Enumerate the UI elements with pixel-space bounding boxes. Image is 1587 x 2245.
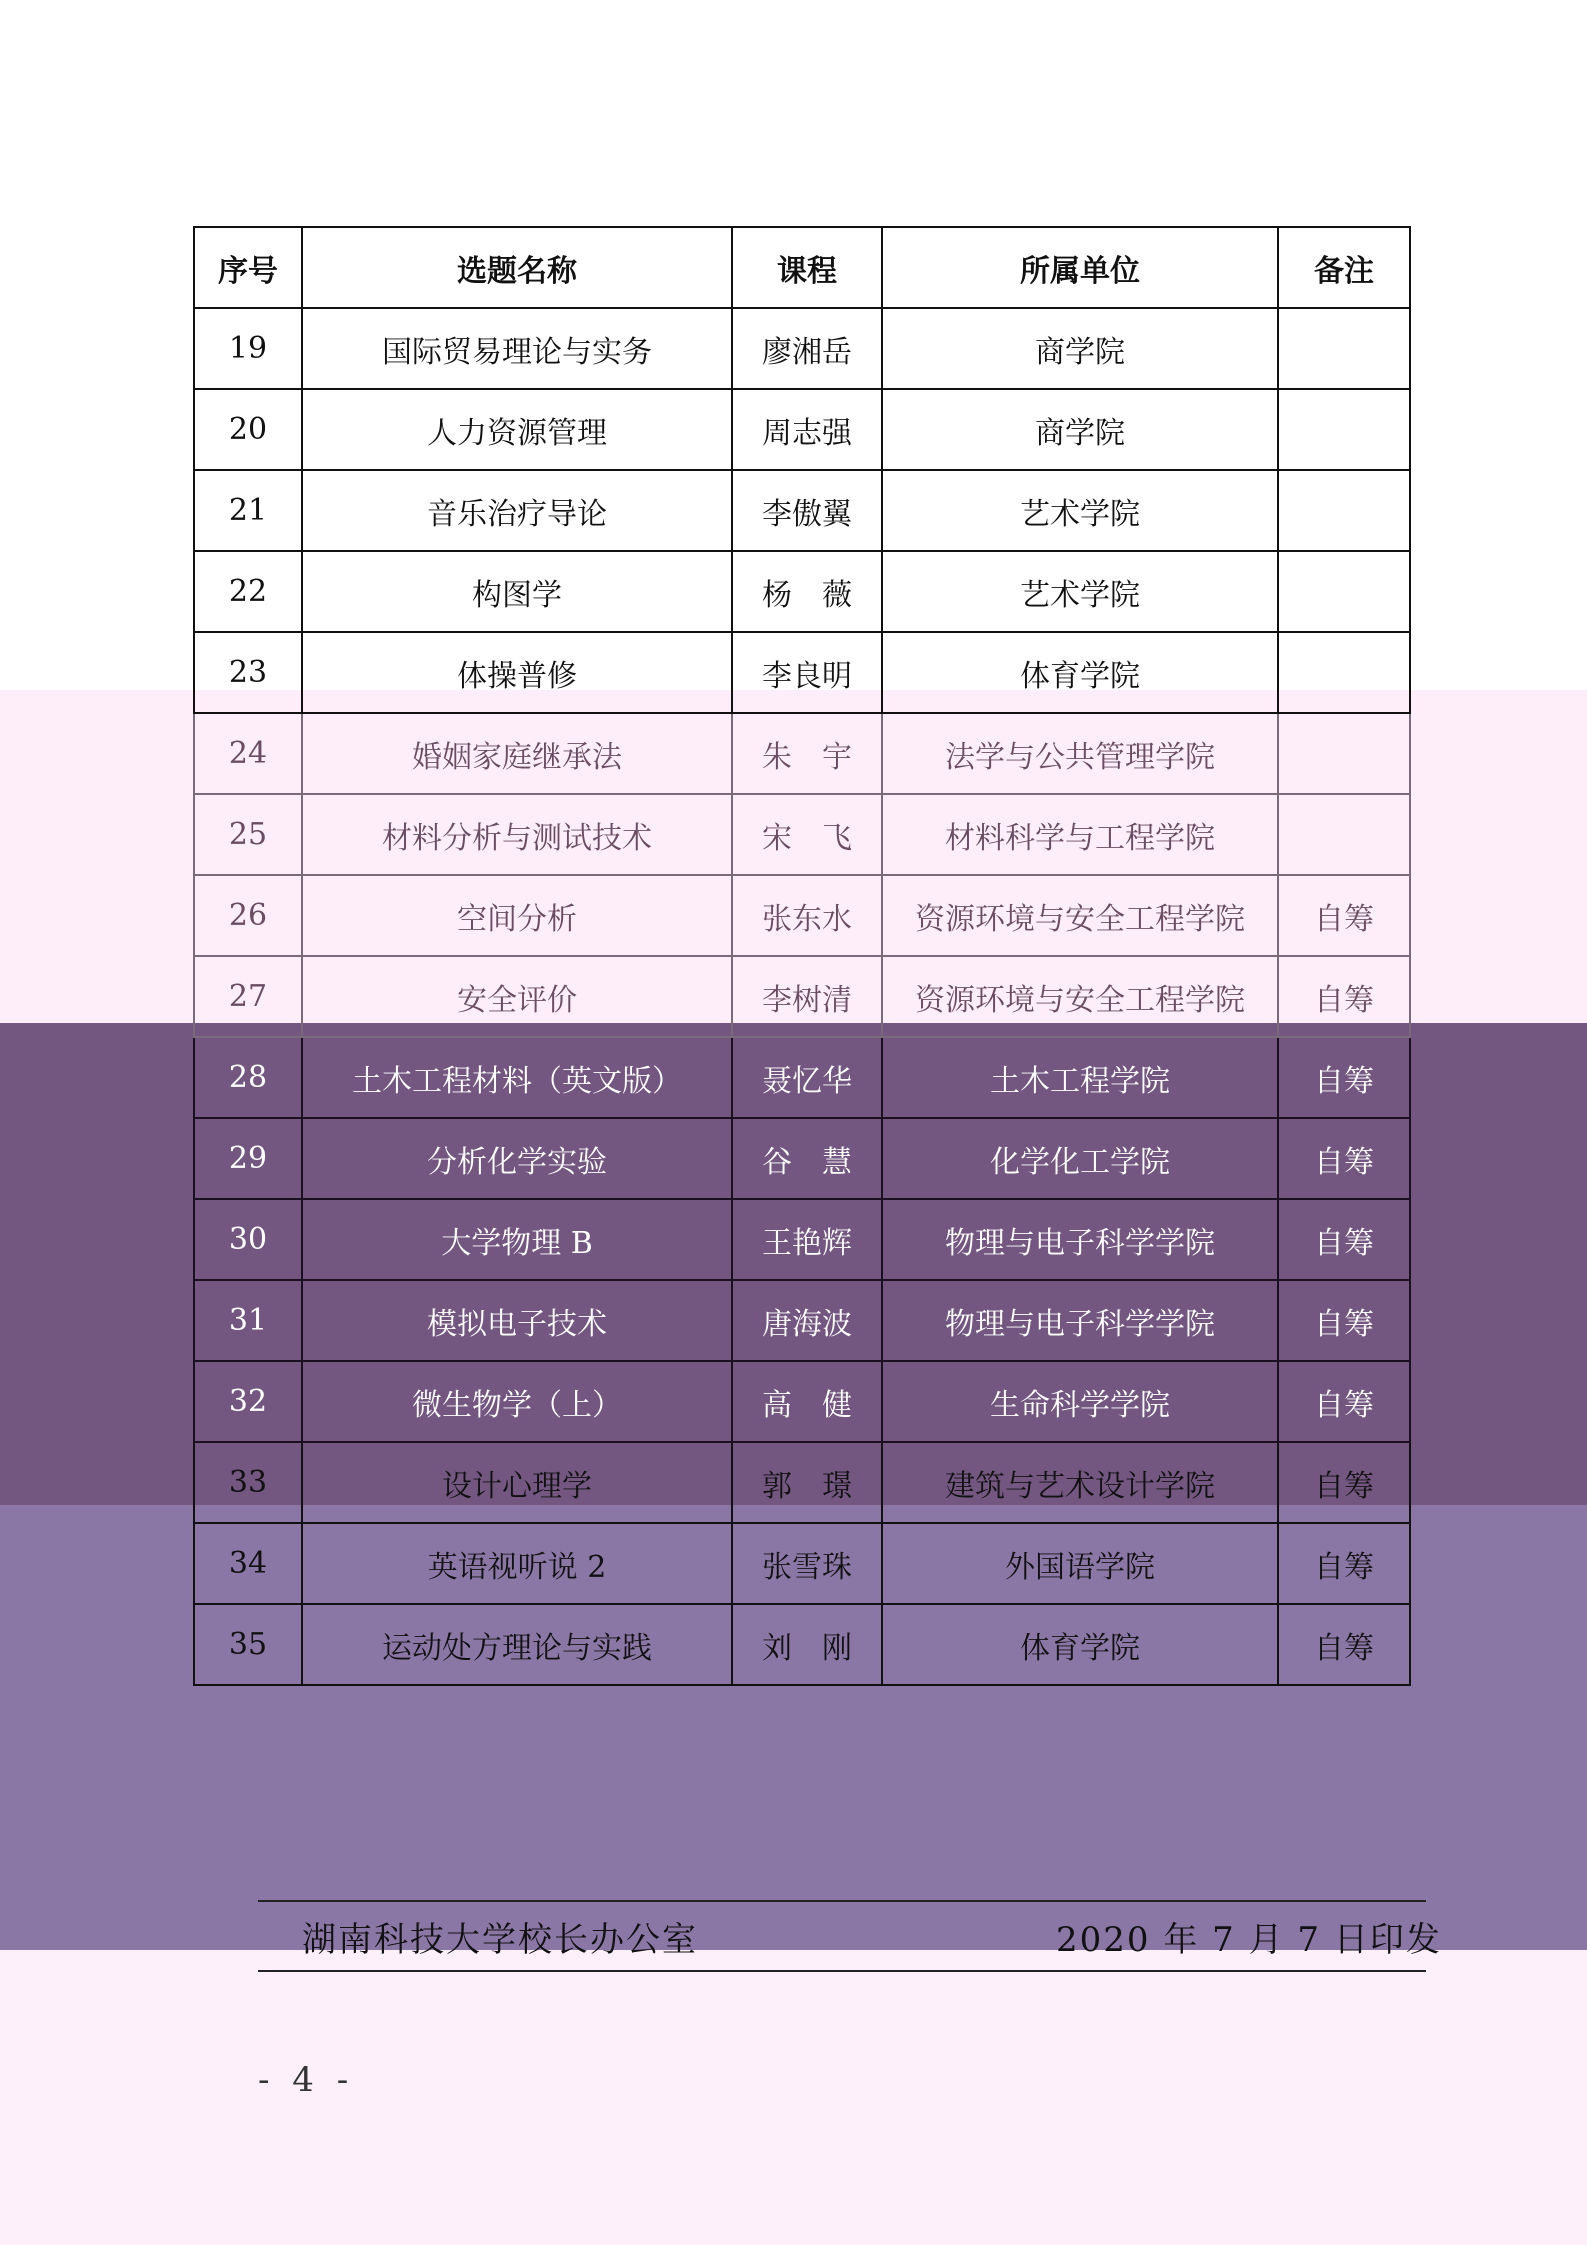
footer-divider-bottom (258, 1970, 1426, 1972)
table-row (194, 1442, 1410, 1523)
cell-course: 杨 薇 (732, 551, 882, 632)
cell-no: 30 (194, 1199, 302, 1280)
cell-course: 廖湘岳 (732, 308, 882, 389)
cell-title: 国际贸易理论与实务 (302, 308, 732, 389)
table-row (194, 1037, 1410, 1118)
cell-title: 空间分析 (302, 875, 732, 956)
table-row (194, 1604, 1410, 1685)
cell-course: 张东水 (732, 875, 882, 956)
header-unit: 所属单位 (882, 227, 1278, 308)
header-title: 选题名称 (302, 227, 732, 308)
cell-no: 26 (194, 875, 302, 956)
footer-date: 2020 年 7 月 7 日印发 (1056, 1920, 1442, 1960)
topic-table (193, 226, 1411, 1686)
cell-title: 材料分析与测试技术 (302, 794, 732, 875)
cell-note (1278, 632, 1410, 713)
cell-title: 微生物学（上） (302, 1361, 732, 1442)
cell-title: 构图学 (302, 551, 732, 632)
cell-unit: 艺术学院 (882, 551, 1278, 632)
cell-course: 谷 慧 (732, 1118, 882, 1199)
cell-note: 自筹 (1278, 1118, 1410, 1199)
table-row (194, 794, 1410, 875)
cell-note: 自筹 (1278, 875, 1410, 956)
table-row (194, 551, 1410, 632)
cell-note: 自筹 (1278, 1442, 1410, 1523)
cell-unit: 外国语学院 (882, 1523, 1278, 1604)
header-course: 课程 (732, 227, 882, 308)
cell-note: 自筹 (1278, 1604, 1410, 1685)
cell-course: 高 健 (732, 1361, 882, 1442)
cell-title: 大学物理 B (302, 1199, 732, 1280)
table-row (194, 1118, 1410, 1199)
cell-course: 李良明 (732, 632, 882, 713)
cell-title: 安全评价 (302, 956, 732, 1037)
cell-title: 运动处方理论与实践 (302, 1604, 732, 1685)
cell-no: 29 (194, 1118, 302, 1199)
cell-no: 24 (194, 713, 302, 794)
cell-unit: 体育学院 (882, 1604, 1278, 1685)
header-note: 备注 (1278, 227, 1410, 308)
cell-unit: 法学与公共管理学院 (882, 713, 1278, 794)
cell-unit: 资源环境与安全工程学院 (882, 875, 1278, 956)
table-body (194, 308, 1410, 1685)
cell-course: 郭 璟 (732, 1442, 882, 1523)
scan-tint-light (0, 1950, 1587, 2245)
cell-unit: 材料科学与工程学院 (882, 794, 1278, 875)
cell-no: 22 (194, 551, 302, 632)
table-row (194, 956, 1410, 1037)
cell-title: 人力资源管理 (302, 389, 732, 470)
table-row (194, 713, 1410, 794)
cell-title: 土木工程材料（英文版） (302, 1037, 732, 1118)
cell-unit: 建筑与艺术设计学院 (882, 1442, 1278, 1523)
cell-unit: 物理与电子科学学院 (882, 1280, 1278, 1361)
cell-no: 33 (194, 1442, 302, 1523)
cell-no: 25 (194, 794, 302, 875)
cell-note: 自筹 (1278, 1199, 1410, 1280)
cell-note: 自筹 (1278, 956, 1410, 1037)
cell-note: 自筹 (1278, 1361, 1410, 1442)
table-row (194, 875, 1410, 956)
table-row (194, 1280, 1410, 1361)
cell-no: 34 (194, 1523, 302, 1604)
cell-unit: 物理与电子科学学院 (882, 1199, 1278, 1280)
cell-note: 自筹 (1278, 1523, 1410, 1604)
page-number: - 4 - (258, 2060, 355, 2100)
cell-course: 唐海波 (732, 1280, 882, 1361)
cell-title: 设计心理学 (302, 1442, 732, 1523)
cell-note (1278, 551, 1410, 632)
table-row (194, 1361, 1410, 1442)
cell-title: 分析化学实验 (302, 1118, 732, 1199)
cell-course: 李树清 (732, 956, 882, 1037)
cell-title: 音乐治疗导论 (302, 470, 732, 551)
cell-course: 聂忆华 (732, 1037, 882, 1118)
cell-unit: 体育学院 (882, 632, 1278, 713)
table-row (194, 632, 1410, 713)
cell-course: 宋 飞 (732, 794, 882, 875)
cell-note (1278, 470, 1410, 551)
footer-office: 湖南科技大学校长办公室 (302, 1920, 698, 1960)
cell-note (1278, 308, 1410, 389)
cell-note (1278, 713, 1410, 794)
cell-no: 32 (194, 1361, 302, 1442)
cell-no: 19 (194, 308, 302, 389)
cell-note: 自筹 (1278, 1280, 1410, 1361)
cell-title: 体操普修 (302, 632, 732, 713)
cell-course: 周志强 (732, 389, 882, 470)
table-row (194, 389, 1410, 470)
cell-no: 21 (194, 470, 302, 551)
cell-no: 23 (194, 632, 302, 713)
cell-note (1278, 389, 1410, 470)
cell-unit: 生命科学学院 (882, 1361, 1278, 1442)
cell-title: 婚姻家庭继承法 (302, 713, 732, 794)
header-no: 序号 (194, 227, 302, 308)
cell-unit: 土木工程学院 (882, 1037, 1278, 1118)
cell-course: 李傲翼 (732, 470, 882, 551)
footer-divider-top (258, 1900, 1426, 1902)
table-row (194, 1199, 1410, 1280)
cell-no: 35 (194, 1604, 302, 1685)
cell-unit: 资源环境与安全工程学院 (882, 956, 1278, 1037)
cell-note: 自筹 (1278, 1037, 1410, 1118)
cell-note (1278, 794, 1410, 875)
cell-unit: 化学化工学院 (882, 1118, 1278, 1199)
cell-no: 31 (194, 1280, 302, 1361)
cell-title: 英语视听说 2 (302, 1523, 732, 1604)
cell-unit: 商学院 (882, 308, 1278, 389)
cell-no: 28 (194, 1037, 302, 1118)
cell-unit: 艺术学院 (882, 470, 1278, 551)
table-row (194, 470, 1410, 551)
table-header-row (194, 227, 1410, 308)
cell-course: 朱 宇 (732, 713, 882, 794)
cell-course: 王艳辉 (732, 1199, 882, 1280)
table-row (194, 1523, 1410, 1604)
cell-course: 刘 刚 (732, 1604, 882, 1685)
cell-no: 27 (194, 956, 302, 1037)
cell-no: 20 (194, 389, 302, 470)
cell-unit: 商学院 (882, 389, 1278, 470)
table-row (194, 308, 1410, 389)
cell-course: 张雪珠 (732, 1523, 882, 1604)
cell-title: 模拟电子技术 (302, 1280, 732, 1361)
